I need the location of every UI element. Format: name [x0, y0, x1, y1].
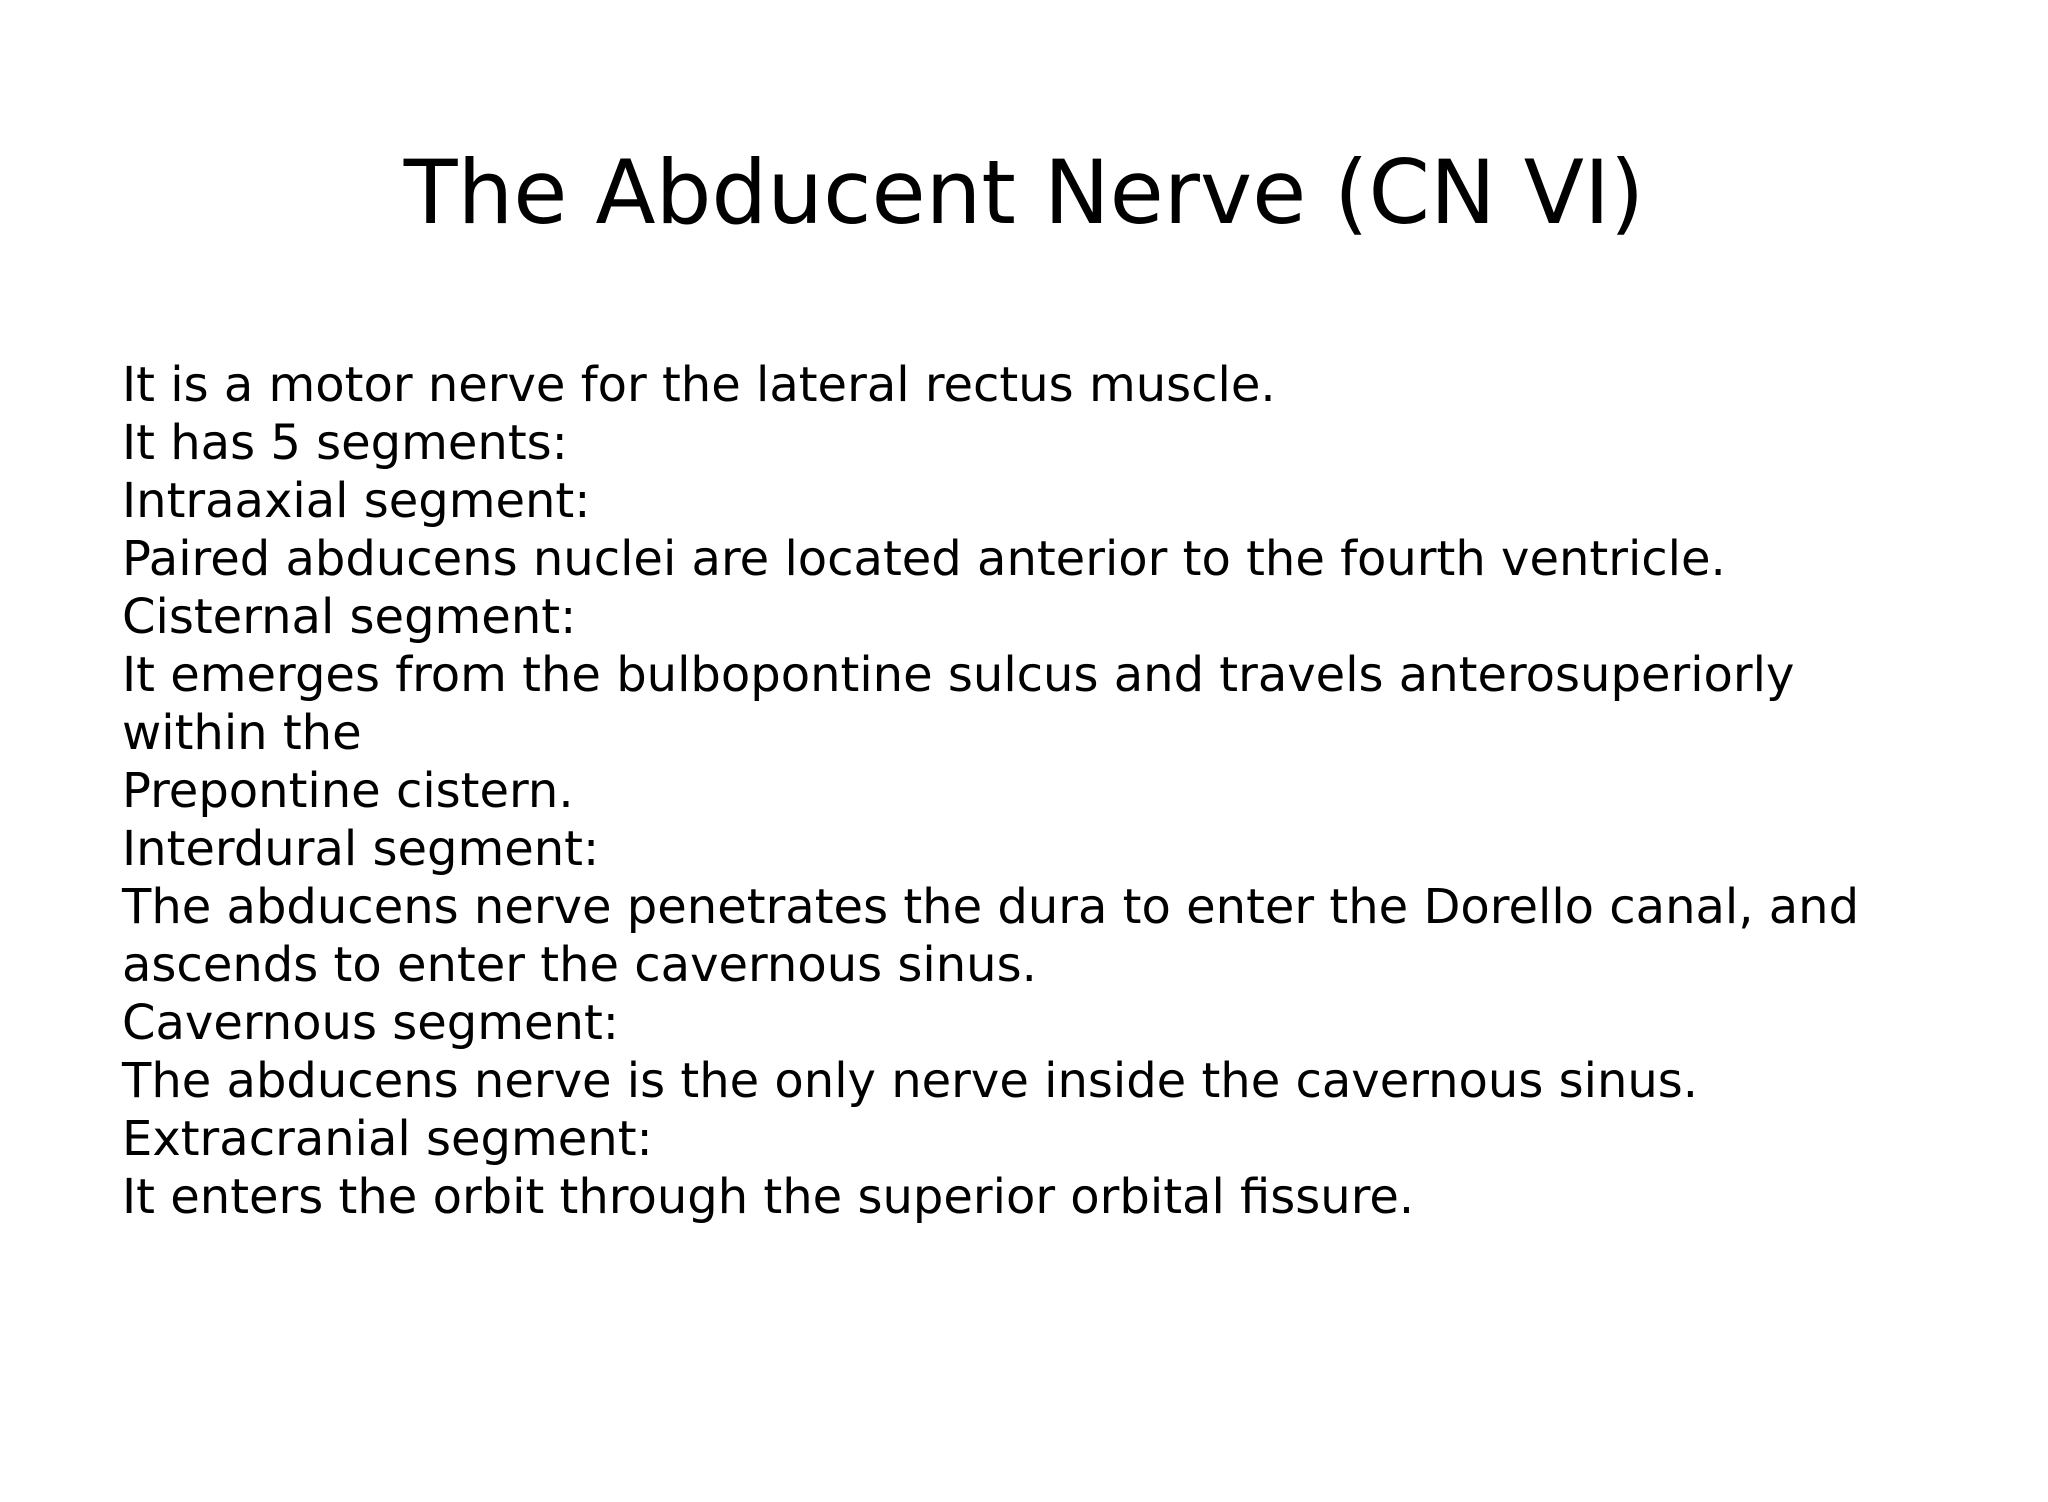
body-line: ascends to enter the cavernous sinus. — [122, 937, 1037, 993]
body-line: Cisternal segment: — [122, 589, 577, 645]
body-line: Prepontine cistern. — [122, 763, 574, 819]
slide-title: The Abducent Nerve (CN VI) — [403, 141, 1645, 244]
body-line: It is a motor nerve for the lateral rectus muscle. — [122, 357, 1276, 413]
body-line: Paired abducens nuclei are located anterior to the fourth ventricle. — [122, 531, 1726, 587]
body-line: It has 5 segments: — [122, 415, 568, 471]
body-line: It enters the orbit through the superior orbital fissure. — [122, 1169, 1415, 1225]
body-line: Cavernous segment: — [122, 995, 619, 1051]
body-line: The abducens nerve penetrates the dura to enter the Dorello canal, and — [122, 879, 1860, 935]
body-line: within the — [122, 705, 362, 761]
body-line: Interdural segment: — [122, 821, 600, 877]
body-line: Intraaxial segment: — [122, 473, 591, 529]
slide-body — [122, 356, 1982, 1226]
body-line: It emerges from the bulbopontine sulcus and travels anterosuperiorly — [122, 647, 1795, 703]
body-line: The abducens nerve is the only nerve inside the cavernous sinus. — [122, 1053, 1699, 1109]
body-line: Extracranial segment: — [122, 1111, 653, 1167]
